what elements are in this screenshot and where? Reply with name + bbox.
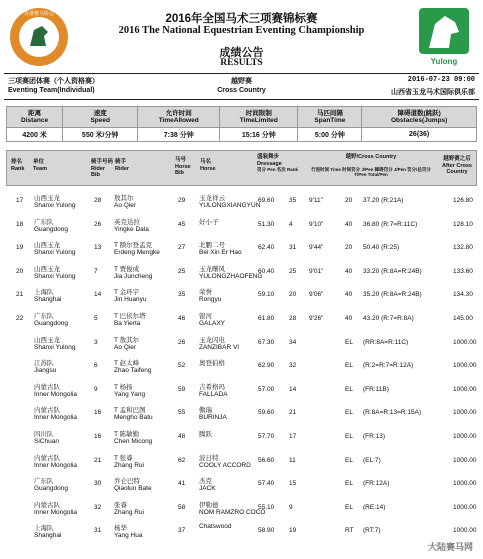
table-row — [6, 520, 477, 543]
xc-time-penalty: EL — [345, 456, 353, 464]
xc-time-penalty: EL — [345, 385, 353, 393]
xc-total-penalty: (FR:13) — [363, 433, 386, 440]
xc-total-penalty: (RT:7) — [363, 527, 381, 535]
horse-bib: 59 — [178, 385, 186, 393]
horse-bib: 25 — [178, 267, 186, 275]
horse-name-chinese: 伊勒德 — [199, 501, 219, 509]
horse-name-english: GALAXY — [199, 320, 226, 327]
rider-name-chinese: T 额尔登孟克 — [114, 242, 153, 250]
rider-name-english: Ao Qier — [114, 343, 137, 351]
horse-name-chinese: 腾跃 — [199, 431, 212, 438]
dressage-penalty: 57.40 — [258, 480, 275, 488]
team-name-english: Inner Mongolia — [34, 414, 77, 422]
xc-time-penalty: EL — [345, 338, 353, 346]
rider-name-english: Qiaolun Bate — [114, 485, 152, 493]
team-name-chinese: 内蒙古队 — [34, 501, 60, 509]
dressage-rank: 35 — [289, 197, 297, 204]
xc-time: 9'26" — [309, 315, 324, 322]
team-name-chinese: 山西玉龙 — [34, 265, 60, 273]
datetime: 2016-07-23 09:00 — [407, 76, 475, 84]
team-name-chinese: 上海队 — [34, 289, 54, 297]
rider-bib: 14 — [94, 291, 102, 299]
team-name-english: Jiangsu — [34, 367, 57, 375]
results-column-header: 排名 Rank 单位 Team 骑手号码 Rider Bib 骑手 Rider 马号 Horse Bib 马名 Horse 盛装舞步 Dressage 罚分 Pen 名次 Rank 越野/Cross Country 行进时间 Time 时间罚分 J/Pen 障碍罚分 J/Pen 罚分/总罚分 T/Pen Total/Pen 越野赛之后 After Cross Country — [6, 150, 477, 186]
horse-name-english: YULONGXIANGYUN — [199, 202, 261, 209]
horse-bib: 46 — [178, 315, 186, 322]
table-row — [6, 402, 477, 425]
table-row — [6, 308, 477, 331]
dressage-penalty: 57.70 — [258, 433, 275, 440]
xc-total-penalty: 33.20 (R:8A=R:24B) — [363, 267, 422, 275]
rider-name-chinese: T 张睿 — [114, 454, 133, 462]
xc-time-penalty: 20 — [345, 244, 353, 252]
after-xc-total: 145.00 — [453, 315, 473, 322]
rider-name-english: Chen Micong — [114, 438, 153, 445]
dressage-penalty: 61.80 — [258, 315, 275, 322]
results-title-english: RESULTS — [220, 58, 263, 68]
dressage-rank: 20 — [289, 291, 297, 299]
team-name-chinese: 内蒙古队 — [34, 407, 60, 415]
horse-name-english: Bei Xin Er Hao — [199, 249, 242, 257]
horse-bib: 58 — [178, 503, 186, 511]
rider-name-chinese: T 孟和巴图 — [114, 407, 146, 415]
title-english: 2016 The National Equestrian Eventing Championship — [118, 25, 365, 36]
team-name-chinese: 江苏队 — [34, 360, 54, 368]
rider-name-chinese: T 巴依尔塔 — [114, 313, 146, 320]
xc-total-penalty: (EL:7) — [363, 456, 381, 464]
rider-name-chinese: T 敖其尔 — [114, 336, 140, 344]
rider-bib: 5 — [94, 315, 98, 322]
rank: 17 — [16, 197, 24, 204]
rider-bib: 30 — [94, 480, 102, 488]
team-name-chinese: 内蒙古队 — [34, 383, 60, 391]
dressage-penalty: 56.60 — [258, 456, 275, 464]
team-name-chinese: 广东队 — [34, 218, 54, 226]
xc-total-penalty: (FR:11B) — [363, 385, 389, 393]
table-row — [6, 426, 477, 449]
xc-time-penalty: 40 — [345, 267, 353, 275]
team-name-english: Shanxi Yulong — [34, 202, 76, 209]
rider-name-chinese: 乔仑巴特 — [114, 478, 140, 486]
after-xc-total: 1000.00 — [453, 338, 477, 346]
team-name-english: Shanghai — [34, 296, 62, 304]
after-xc-total: 1000.00 — [453, 503, 477, 511]
rider-name-english: Erdeng Mengke — [114, 249, 160, 257]
rider-bib: 21 — [94, 456, 102, 464]
dressage-penalty: 58.90 — [258, 527, 275, 535]
rider-name-english: Yang Yang — [114, 390, 146, 398]
horse-bib: 27 — [178, 244, 186, 252]
after-xc-total: 133.60 — [453, 267, 473, 275]
after-xc-total: 134.30 — [453, 291, 473, 299]
horse-name-english: JACK — [199, 485, 216, 493]
event-name-english: Eventing Team(Individual) — [8, 87, 95, 94]
rider-bib: 9 — [94, 385, 98, 393]
rank: 18 — [16, 220, 24, 228]
rider-bib: 13 — [94, 244, 102, 252]
team-name-chinese: 山西玉龙 — [34, 336, 60, 344]
xc-time-penalty: EL — [345, 433, 353, 440]
rank: 19 — [16, 244, 24, 252]
horse-name-english: YULONGZHAOFENG — [199, 272, 263, 280]
rider-bib: 16 — [94, 409, 102, 417]
horse-bib: 62 — [178, 456, 186, 464]
rider-bib: 32 — [94, 503, 102, 511]
horse-name-english: NOM RAMZRO COCO — [199, 508, 266, 516]
phase-english: Cross Country — [217, 87, 266, 94]
results-title-chinese: 成绩公告 — [219, 47, 264, 59]
rider-name-chinese: T 金环宇 — [114, 289, 140, 297]
horse-name-chinese: 荣誉 — [199, 289, 212, 297]
xc-time: 9'06" — [309, 291, 324, 299]
dressage-rank: 34 — [289, 338, 297, 346]
dressage-rank: 21 — [289, 409, 297, 417]
rider-bib: 16 — [94, 433, 102, 440]
dressage-penalty: 57.00 — [258, 385, 275, 393]
rank: 22 — [16, 315, 24, 322]
team-name-chinese: 四川队 — [34, 431, 54, 438]
svg-text:香港赛马协会: 香港赛马协会 — [23, 11, 55, 17]
table-row — [6, 190, 477, 213]
xc-time-penalty: 20 — [345, 197, 353, 204]
table-row — [6, 450, 477, 473]
team-name-english: Inner Mongolia — [34, 461, 77, 469]
horse-name-chinese: 玉龙祥云 — [199, 195, 225, 202]
dressage-penalty: 59.60 — [258, 409, 275, 417]
svg-text:Yulong: Yulong — [430, 57, 458, 66]
table-row — [6, 355, 477, 378]
xc-time: 9'44" — [309, 244, 324, 252]
rider-name-english: Ba Yierta — [114, 320, 141, 327]
rider-name-chinese: T 杨扬 — [114, 383, 133, 391]
after-xc-total: 1000.00 — [453, 527, 477, 535]
dressage-rank: 25 — [289, 267, 297, 275]
xc-total-penalty: (FR:12A) — [363, 480, 390, 488]
xc-time-penalty: EL — [345, 362, 353, 370]
rider-name-english: Mengho Batu — [114, 414, 153, 422]
horse-name-chinese: Chatswood — [199, 523, 232, 531]
horse-bib: 45 — [178, 220, 186, 228]
team-name-english: Shanxi Yulong — [34, 249, 76, 257]
dressage-penalty: 69.60 — [258, 197, 275, 204]
horse-name-english: COOLY ACCORD — [199, 461, 251, 469]
xc-total-penalty: (R:8A=R:13=R:15A) — [363, 409, 422, 417]
course-info-table — [6, 106, 477, 142]
after-xc-total: 1000.00 — [453, 409, 477, 417]
dressage-penalty: 67.30 — [258, 338, 275, 346]
table-row — [6, 284, 477, 307]
xc-total-penalty: 36.80 (R:7=R:11C) — [363, 220, 418, 228]
team-name-chinese: 广东队 — [34, 478, 54, 486]
title-chinese: 2016年全国马术三项赛锦标赛 — [165, 13, 318, 25]
after-xc-total: 1000.00 — [453, 385, 477, 393]
dressage-penalty: 62.90 — [258, 362, 275, 370]
event-name-chinese: 三项赛团体赛（个人资格赛） — [8, 78, 99, 85]
horse-name-chinese: 吉希格玛 — [199, 383, 225, 391]
venue: 山西省玉龙马术国际俱乐部 — [391, 89, 475, 96]
horse-name-chinese: 北鹏二号 — [199, 242, 225, 250]
rider-name-chinese: 敖其尔 — [114, 195, 134, 202]
xc-total-penalty: (RE:14) — [363, 503, 386, 511]
after-xc-total: 1000.00 — [453, 433, 477, 440]
rider-name-chinese: 杨华 — [114, 525, 127, 533]
xc-time-penalty: RT — [345, 527, 354, 535]
after-xc-total: 1000.00 — [453, 362, 477, 370]
xc-time: 9'11" — [309, 197, 323, 204]
xc-total-penalty: 37.20 (R:21A) — [363, 197, 404, 204]
rank: 21 — [16, 291, 24, 299]
horse-name-chinese: 玉龙闪电 — [199, 336, 225, 344]
horse-bib: 55 — [178, 409, 186, 417]
xc-time-penalty: EL — [345, 480, 353, 488]
team-name-english: Guangdong — [34, 320, 68, 327]
rider-name-english: Ao Qier — [114, 202, 137, 209]
dressage-rank: 14 — [289, 385, 297, 393]
xc-total-penalty: 50.40 (R:25) — [363, 244, 400, 252]
xc-time-penalty: 40 — [345, 291, 353, 299]
rider-bib: 26 — [94, 220, 102, 228]
dressage-rank: 15 — [289, 480, 297, 488]
team-name-chinese: 广东队 — [34, 313, 54, 320]
rider-name-english: Zhao Taifeng — [114, 367, 152, 375]
after-xc-total: 1000.00 — [453, 480, 477, 488]
dressage-rank: 17 — [289, 433, 297, 440]
rider-bib: 31 — [94, 527, 102, 535]
after-xc-total: 126.80 — [453, 197, 473, 204]
table-row — [6, 237, 477, 260]
team-name-chinese: 山西玉龙 — [34, 242, 60, 250]
rider-bib: 3 — [94, 338, 98, 346]
horse-name-chinese: 银河 — [199, 313, 212, 320]
horse-name-english: ZANZIBAR VI — [199, 343, 240, 351]
rank: 20 — [16, 267, 24, 275]
team-name-english: Guangdong — [34, 485, 68, 493]
table-row — [6, 473, 477, 496]
dressage-rank: 19 — [289, 527, 297, 535]
team-name-english: Inner Mongolia — [34, 390, 77, 398]
rider-name-english: Zhang Rui — [114, 508, 144, 516]
rider-name-chinese: 英克达拉 — [114, 218, 140, 226]
dressage-penalty: 59.10 — [258, 291, 275, 299]
horse-name-english: FALLADA — [199, 390, 228, 398]
team-name-english: Shanghai — [34, 532, 62, 540]
horse-bib: 29 — [178, 197, 186, 204]
horse-bib: 37 — [178, 527, 186, 535]
xc-time-penalty: 40 — [345, 315, 353, 322]
horse-bib: 48 — [178, 433, 186, 440]
horse-name-chinese: 波日特 — [199, 454, 219, 462]
xc-time-penalty: EL — [345, 409, 353, 417]
horse-bib: 35 — [178, 291, 186, 299]
horse-name-chinese: 傲瑞 — [199, 407, 212, 415]
team-name-english: SiChuan — [34, 438, 59, 445]
course-info-values: 4200 米 550 米/分钟 7:38 分钟 15:16 分钟 5:00 分钟 26(36) — [7, 128, 477, 142]
horse-bib: 41 — [178, 480, 186, 488]
horse-name-chinese: 好小子 — [199, 218, 219, 226]
table-row — [6, 332, 477, 355]
rider-name-english: Yingke Dala — [114, 225, 149, 233]
dressage-rank: 28 — [289, 315, 297, 322]
team-name-chinese: 内蒙古队 — [34, 454, 60, 462]
rider-name-english: Zhang Rui — [114, 461, 144, 469]
table-row — [6, 261, 477, 284]
horse-name-chinese: 奥登伯格 — [199, 360, 225, 368]
horse-name-chinese: 杰克 — [199, 478, 212, 486]
horse-name-chinese: 玉龙曙风 — [199, 265, 225, 273]
dressage-penalty: 62.40 — [258, 244, 275, 252]
team-name-chinese: 山西玉龙 — [34, 195, 60, 202]
dressage-rank: 31 — [289, 244, 297, 252]
dressage-penalty: 55.10 — [258, 503, 275, 511]
dressage-rank: 11 — [289, 456, 296, 464]
rider-name-chinese: 张睿 — [114, 501, 127, 509]
xc-total-penalty: (R:2=R:7=R:12A) — [363, 362, 414, 370]
after-xc-total: 132.80 — [453, 244, 473, 252]
dressage-penalty: 51.30 — [258, 220, 275, 228]
xc-time-penalty: 40 — [345, 220, 353, 228]
watermark: 大陆赛马网 — [427, 542, 473, 552]
rider-name-chinese: T 陈敏勤 — [114, 431, 140, 438]
dressage-rank: 32 — [289, 362, 297, 370]
horse-bib: 26 — [178, 338, 186, 346]
team-name-english: Shanxi Yulong — [34, 272, 76, 280]
after-xc-total: 128.10 — [453, 220, 473, 228]
team-name-chinese: 上海队 — [34, 525, 54, 533]
rider-name-chinese: T 贾俊成 — [114, 265, 140, 273]
rider-bib: 6 — [94, 362, 98, 370]
rider-bib: 7 — [94, 267, 98, 275]
horse-bib: 52 — [178, 362, 186, 370]
rider-bib: 28 — [94, 197, 102, 204]
rider-name-chinese: T 赵太峰 — [114, 360, 140, 368]
team-name-english: Inner Mongolia — [34, 508, 77, 516]
xc-total-penalty: 35.20 (R:8A=R:24B) — [363, 291, 422, 299]
team-name-english: Shanxi Yulong — [34, 343, 76, 351]
rider-name-english: Jin Huanyu — [114, 296, 147, 304]
xc-total-penalty: 43.20 (R:7=R:8A) — [363, 315, 414, 322]
horse-name-english: Rongyu — [199, 296, 222, 304]
dressage-rank: 4 — [289, 220, 293, 228]
table-row — [6, 214, 477, 237]
table-row — [6, 379, 477, 402]
after-xc-total: 1000.00 — [453, 456, 477, 464]
horse-name-english: BURINJA — [199, 414, 227, 422]
course-info-header: 距离 Distance 速度 Speed 允许时间 TimeAllowed 时间限制 TimeLimited 马匹间隔 SpanTime 障碍道数(跳跃) Obstacles(Jumps) — [7, 107, 477, 128]
rider-name-english: Jia Juncheng — [114, 272, 153, 280]
xc-time: 9'01" — [309, 267, 324, 275]
team-name-english: Guangdong — [34, 225, 68, 233]
xc-time-penalty: EL — [345, 503, 353, 511]
dressage-penalty: 60.40 — [258, 267, 275, 275]
xc-time: 9'10" — [309, 220, 324, 228]
phase-chinese: 越野赛 — [231, 78, 252, 85]
rider-name-english: Yang Hua — [114, 532, 143, 540]
dressage-rank: 9 — [289, 503, 293, 511]
xc-total-penalty: (RR:8A=R:11C) — [363, 338, 409, 346]
table-row — [6, 497, 477, 520]
